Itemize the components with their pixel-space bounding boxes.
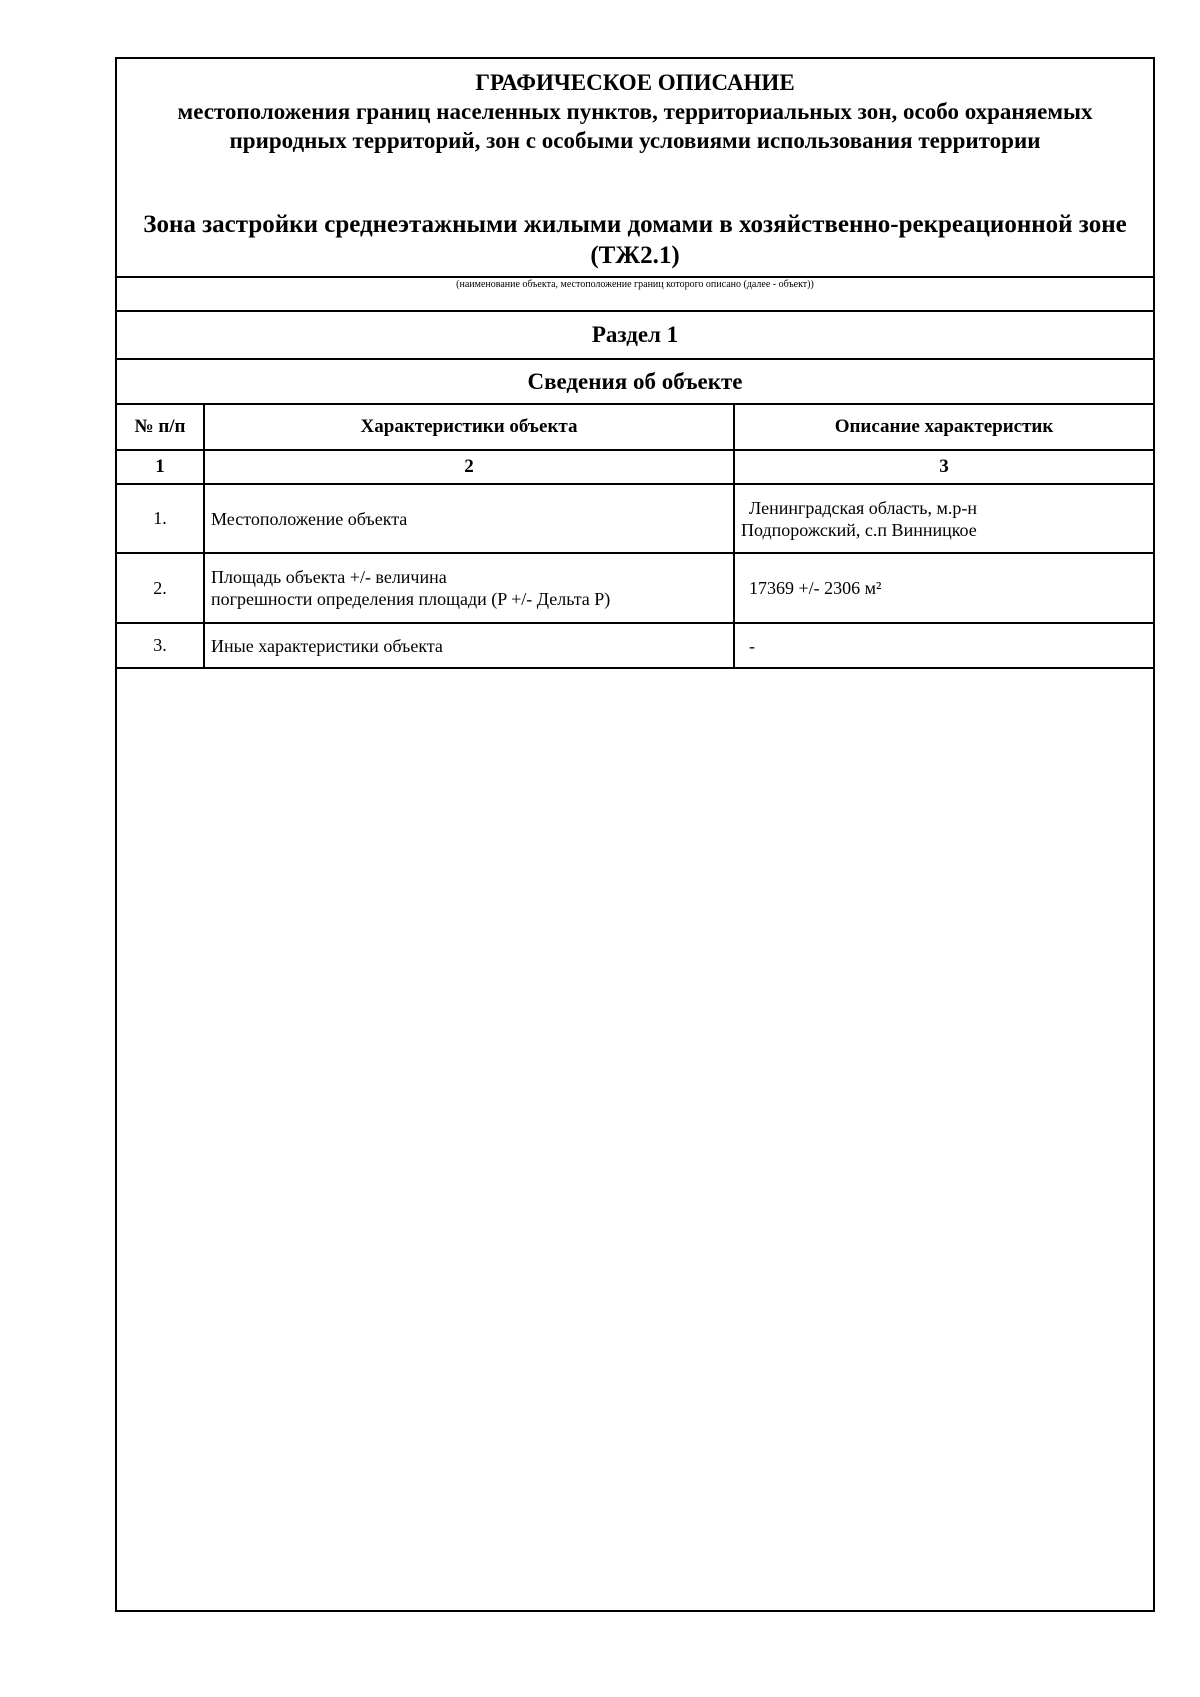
column-index-2: 2 [204, 450, 734, 484]
header-num: № п/п [117, 405, 204, 450]
table-row [117, 553, 1153, 623]
row-num: 3. [117, 623, 204, 668]
document-header [117, 59, 1153, 278]
document-subtitle: местоположения границ населенных пунктов, территориальных зон, особо охраняемых природных территорий, зон с особыми условиями использования территории [177, 99, 1093, 153]
row-description-line: Ленинградская область, м.р-н [749, 497, 977, 518]
object-caption-row [117, 278, 1153, 312]
header-description: Описание характеристик [734, 405, 1153, 450]
row-characteristic [204, 623, 734, 668]
section-label: Раздел 1 [117, 312, 1153, 360]
row-num: 1. [117, 484, 204, 553]
section-title: Сведения об объекте [117, 360, 1153, 405]
row-description [734, 553, 1153, 623]
table-header-row [117, 405, 1153, 450]
object-caption: (наименование объекта, местоположение границ которого описано (далее - объект)) [456, 279, 814, 290]
row-description [734, 484, 1153, 553]
row-description [734, 623, 1153, 668]
column-index-1: 1 [117, 450, 204, 484]
table-row [117, 623, 1153, 668]
header-characteristic: Характеристики объекта [204, 405, 734, 450]
document-title: ГРАФИЧЕСКОЕ ОПИСАНИЕ [475, 70, 795, 95]
document-frame [115, 57, 1155, 1612]
row-characteristic [204, 484, 734, 553]
row-num: 2. [117, 553, 204, 623]
table-index-row [117, 450, 1153, 484]
row-characteristic-line: Площадь объекта +/- величина [211, 567, 447, 587]
table-row [117, 484, 1153, 553]
object-name: Зона застройки среднеэтажными жилыми домами в хозяйственно-рекреационной зоне (ТЖ2.1) [143, 211, 1127, 269]
row-description-line: Подпорожский, с.п Винницкое [741, 519, 977, 540]
row-description-line: - [749, 635, 755, 656]
row-characteristic [204, 553, 734, 623]
object-info-table [117, 405, 1153, 669]
row-description-line: 17369 +/- 2306 м² [749, 578, 882, 598]
row-characteristic-line: Местоположение объекта [211, 508, 408, 529]
column-index-3: 3 [734, 450, 1153, 484]
row-characteristic-line: Иные характеристики объекта [211, 635, 443, 656]
row-characteristic-line: погрешности определения площади (P +/- Дельта P) [211, 589, 611, 609]
